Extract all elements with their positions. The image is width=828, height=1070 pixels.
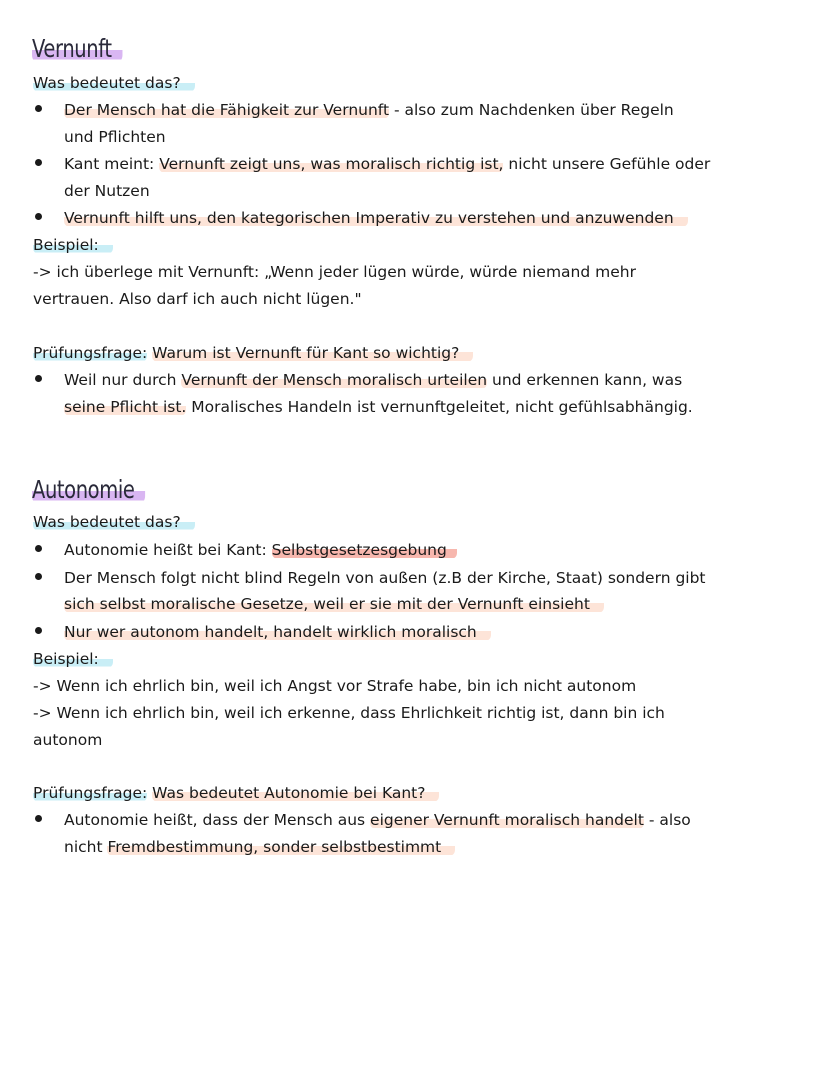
list-item: Vernunft hilft uns, den kategorischen Imperativ zu verstehen und anzuwenden: [64, 206, 688, 230]
bullet-icon: [35, 815, 42, 822]
bullet-icon: [35, 375, 42, 382]
answer-item-continuation: seine Pflicht ist. Moralisches Handeln ist vernunftgeleitet, nicht gefühlsabhängig.: [64, 398, 693, 416]
list-item: Nur wer autonom handelt, handelt wirklich moralisch: [64, 620, 491, 644]
example-line: -> Wenn ich ehrlich bin, weil ich erkenne, dass Ehrlichkeit richtig ist, dann bin ich: [33, 704, 665, 722]
question-label: Was bedeutet das?: [33, 71, 195, 95]
exam-question: Prüfungsfrage: Warum ist Vernunft für Kant so wichtig?: [33, 341, 473, 365]
answer-item-continuation: nicht Fremdbestimmung, sonder selbstbestimmt: [64, 835, 455, 859]
example-line: autonom: [33, 731, 103, 749]
list-item-continuation: der Nutzen: [64, 182, 150, 200]
question-label: Was bedeutet das?: [33, 510, 195, 534]
bullet-icon: [35, 213, 42, 220]
example-label: Beispiel:: [33, 647, 113, 671]
bullet-icon: [35, 545, 42, 552]
example-line: -> Wenn ich ehrlich bin, weil ich Angst vor Strafe habe, bin ich nicht autonom: [33, 677, 637, 695]
example-line: -> ich überlege mit Vernunft: „Wenn jeder lügen würde, würde niemand mehr: [33, 263, 636, 281]
list-item-continuation: und Pflichten: [64, 128, 166, 146]
answer-item: Weil nur durch Vernunft der Mensch moralisch urteilen und erkennen kann, was: [64, 371, 683, 389]
list-item: Kant meint: Vernunft zeigt uns, was moralisch richtig ist, nicht unsere Gefühle oder: [64, 155, 711, 173]
list-item-continuation: sich selbst moralische Gesetze, weil er sie mit der Vernunft einsieht: [64, 592, 604, 616]
list-item: Der Mensch folgt nicht blind Regeln von außen (z.B der Kirche, Staat) sondern gibt: [64, 569, 706, 587]
bullet-icon: [35, 159, 42, 166]
list-item: Autonomie heißt bei Kant: Selbstgesetzesgebung: [64, 538, 457, 562]
bullet-icon: [35, 105, 42, 112]
answer-item: Autonomie heißt, dass der Mensch aus eigener Vernunft moralisch handelt - also: [64, 811, 691, 829]
example-line: vertrauen. Also darf ich auch nicht lügen.": [33, 290, 362, 308]
bullet-icon: [35, 573, 42, 580]
list-item: Der Mensch hat die Fähigkeit zur Vernunft - also zum Nachdenken über Regeln: [64, 101, 674, 119]
section-title-autonomie: Autonomie: [32, 475, 145, 505]
section-title-vernunft: Vernunft: [32, 34, 123, 64]
exam-question: Prüfungsfrage: Was bedeutet Autonomie bei Kant?: [33, 781, 439, 805]
bullet-icon: [35, 627, 42, 634]
example-label: Beispiel:: [33, 233, 113, 257]
